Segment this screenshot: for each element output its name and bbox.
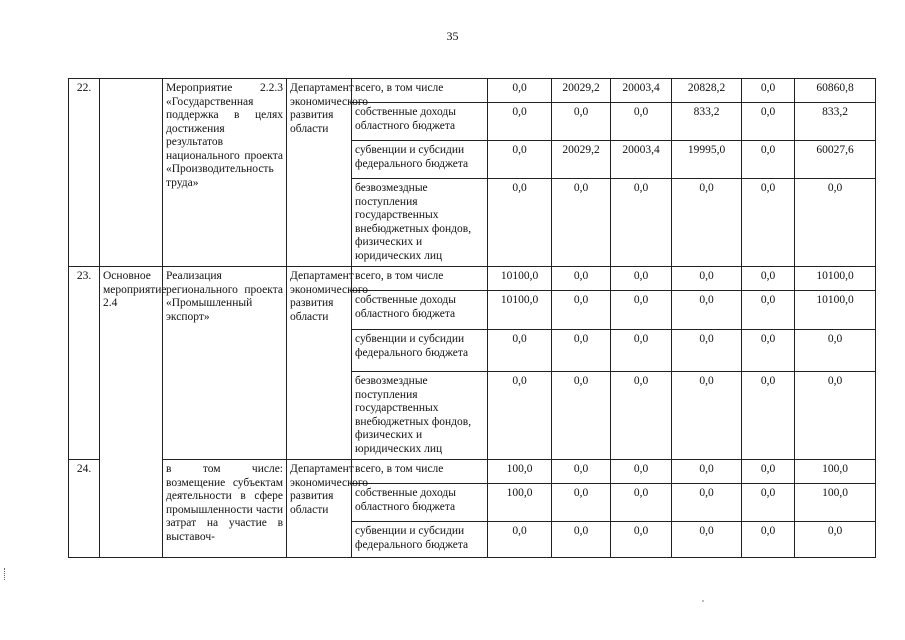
row-number: 23. bbox=[69, 267, 100, 460]
value-cell: 10100,0 bbox=[488, 267, 552, 291]
value-cell: 100,0 bbox=[488, 484, 552, 522]
value-cell: 0,0 bbox=[742, 291, 795, 330]
value-cell: 0,0 bbox=[552, 267, 611, 291]
funding-source: собственные доходы областного бюджета bbox=[352, 484, 488, 522]
value-cell: 0,0 bbox=[672, 291, 742, 330]
value-cell: 0,0 bbox=[552, 103, 611, 141]
value-cell: 0,0 bbox=[552, 330, 611, 372]
total-cell: 0,0 bbox=[795, 330, 876, 372]
value-cell: 0,0 bbox=[488, 330, 552, 372]
funding-source: всего, в том числе bbox=[352, 267, 488, 291]
value-cell: 0,0 bbox=[672, 484, 742, 522]
value-cell: 0,0 bbox=[742, 330, 795, 372]
value-cell: 0,0 bbox=[552, 372, 611, 460]
scan-speck bbox=[702, 600, 704, 602]
value-cell: 0,0 bbox=[488, 103, 552, 141]
value-cell: 0,0 bbox=[742, 484, 795, 522]
row-number: 22. bbox=[69, 79, 100, 267]
value-cell: 0,0 bbox=[742, 141, 795, 179]
value-cell: 0,0 bbox=[488, 372, 552, 460]
executor-cell: Департамент экономического развития области bbox=[287, 267, 352, 460]
value-cell: 0,0 bbox=[611, 460, 672, 484]
value-cell: 0,0 bbox=[672, 330, 742, 372]
value-cell: 0,0 bbox=[552, 460, 611, 484]
value-cell: 0,0 bbox=[742, 267, 795, 291]
executor-cell: Департамент экономического развития области bbox=[287, 79, 352, 267]
value-cell: 20003,4 bbox=[611, 141, 672, 179]
scan-margin-mark bbox=[4, 568, 7, 580]
value-cell: 0,0 bbox=[611, 103, 672, 141]
value-cell: 0,0 bbox=[742, 372, 795, 460]
value-cell: 0,0 bbox=[672, 372, 742, 460]
measure-name: Реализация регионального проекта «Промышленный экспорт» bbox=[163, 267, 287, 460]
value-cell: 0,0 bbox=[552, 179, 611, 267]
value-cell: 0,0 bbox=[611, 484, 672, 522]
funding-source: субвенции и субсидии федерального бюджета bbox=[352, 522, 488, 558]
value-cell: 0,0 bbox=[552, 484, 611, 522]
value-cell: 0,0 bbox=[552, 522, 611, 558]
value-cell: 0,0 bbox=[672, 460, 742, 484]
value-cell: 0,0 bbox=[611, 372, 672, 460]
value-cell: 0,0 bbox=[611, 522, 672, 558]
funding-table bbox=[68, 78, 876, 558]
value-cell: 0,0 bbox=[742, 103, 795, 141]
value-cell: 0,0 bbox=[611, 267, 672, 291]
value-cell: 0,0 bbox=[488, 141, 552, 179]
table-row bbox=[69, 267, 876, 291]
value-cell: 0,0 bbox=[672, 522, 742, 558]
value-cell: 0,0 bbox=[742, 79, 795, 103]
table-row bbox=[69, 79, 876, 103]
measure-name: в том числе: возмещение субъектам деятельности в сфере промышленности части затрат на участие в выставоч- bbox=[163, 460, 287, 558]
funding-source: собственные доходы областного бюджета bbox=[352, 103, 488, 141]
total-cell: 0,0 bbox=[795, 522, 876, 558]
total-cell: 833,2 bbox=[795, 103, 876, 141]
funding-source: всего, в том числе bbox=[352, 460, 488, 484]
value-cell: 100,0 bbox=[488, 460, 552, 484]
value-cell: 0,0 bbox=[611, 330, 672, 372]
total-cell: 10100,0 bbox=[795, 291, 876, 330]
value-cell: 0,0 bbox=[742, 522, 795, 558]
value-cell: 0,0 bbox=[488, 522, 552, 558]
value-cell: 0,0 bbox=[488, 179, 552, 267]
total-cell: 100,0 bbox=[795, 460, 876, 484]
basic-measure-cell bbox=[100, 79, 163, 267]
total-cell: 100,0 bbox=[795, 484, 876, 522]
value-cell: 0,0 bbox=[672, 179, 742, 267]
value-cell: 0,0 bbox=[742, 179, 795, 267]
value-cell: 833,2 bbox=[672, 103, 742, 141]
value-cell: 20828,2 bbox=[672, 79, 742, 103]
funding-source: субвенции и субсидии федерального бюджета bbox=[352, 330, 488, 372]
row-number: 24. bbox=[69, 460, 100, 558]
total-cell: 60860,8 bbox=[795, 79, 876, 103]
total-cell: 60027,6 bbox=[795, 141, 876, 179]
total-cell: 0,0 bbox=[795, 372, 876, 460]
value-cell: 20003,4 bbox=[611, 79, 672, 103]
funding-source: всего, в том числе bbox=[352, 79, 488, 103]
value-cell: 20029,2 bbox=[552, 141, 611, 179]
measure-name: Мероприятие 2.2.3 «Государственная поддержка в целях достижения результатов национального проекта «Производительность труда» bbox=[163, 79, 287, 267]
funding-source: субвенции и субсидии федерального бюджета bbox=[352, 141, 488, 179]
value-cell: 0,0 bbox=[611, 179, 672, 267]
funding-source: собственные доходы областного бюджета bbox=[352, 291, 488, 330]
value-cell: 0,0 bbox=[488, 79, 552, 103]
value-cell: 0,0 bbox=[552, 291, 611, 330]
funding-source: безвозмездные поступления государственных внебюджетных фондов, физических и юридических лиц bbox=[352, 372, 488, 460]
value-cell: 20029,2 bbox=[552, 79, 611, 103]
value-cell: 0,0 bbox=[672, 267, 742, 291]
table-row bbox=[69, 460, 876, 484]
value-cell: 10100,0 bbox=[488, 291, 552, 330]
page-number: 35 bbox=[446, 29, 459, 43]
funding-source: безвозмездные поступления государственных внебюджетных фондов, физических и юридических лиц bbox=[352, 179, 488, 267]
executor-cell: Департамент экономического развития области bbox=[287, 460, 352, 558]
total-cell: 0,0 bbox=[795, 179, 876, 267]
value-cell: 19995,0 bbox=[672, 141, 742, 179]
basic-measure-cell: Основное мероприятие 2.4 bbox=[100, 267, 163, 558]
value-cell: 0,0 bbox=[611, 291, 672, 330]
value-cell: 0,0 bbox=[742, 460, 795, 484]
total-cell: 10100,0 bbox=[795, 267, 876, 291]
